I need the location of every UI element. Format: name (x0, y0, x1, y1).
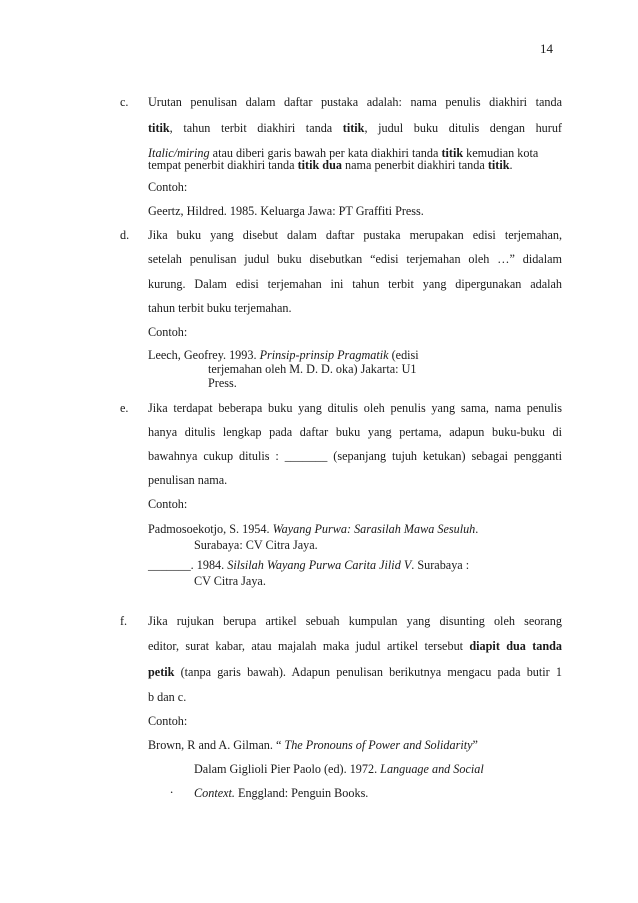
item-d-contoh: Contoh: (148, 325, 188, 339)
item-f-line-2: editor, surat kabar, atau majalah maka judul artikel tersebut diapit dua tanda (148, 639, 562, 653)
item-f-line-1: Jika rujukan berupa artikel sebuah kumpulan yang disunting oleh seorang (148, 614, 562, 628)
item-f-example-3: Context. Enggland: Penguin Books. (194, 786, 369, 800)
item-e-line-3: bawahnya cukup ditulis : _______ (sepanjang tujuh ketukan) sebagai pengganti (148, 449, 562, 463)
item-e-example-2: Surabaya: CV Citra Jaya. (194, 538, 318, 552)
item-f-example-2: Dalam Giglioli Pier Paolo (ed). 1972. Language and Social (194, 762, 484, 776)
item-f-line-3: petik (tanpa garis bawah). Adapun penulisan berikutnya mengacu pada butir 1 (148, 665, 562, 679)
item-c-line-4-text: tempat penerbit diakhiri tanda titik dua nama penerbit diakhiri tanda titik. (148, 158, 513, 172)
item-e-example-3: _______. 1984. Silsilah Wayang Purwa Carita Jilid V. Surabaya : (148, 558, 470, 572)
item-d-line-3: kurung. Dalam edisi terjemahan ini tahun terbit yang dipergunakan adalah (148, 277, 562, 291)
item-d-marker: d. (120, 228, 130, 242)
item-f-marker: f. (120, 614, 128, 628)
trailing-dot: . (170, 781, 174, 796)
item-d-example-2: terjemahan oleh M. D. D. oka) Jakarta: U1 (208, 362, 417, 376)
item-c-example: Geertz, Hildred. 1985. Keluarga Jawa: PT Graffiti Press. (148, 204, 424, 218)
item-d-line-4: tahun terbit buku terjemahan. (148, 301, 292, 315)
item-c-marker: c. (120, 95, 129, 109)
item-e-line-4: penulisan nama. (148, 473, 228, 487)
item-d-example-3: Press. (208, 376, 237, 390)
item-e-line-1: Jika terdapat beberapa buku yang ditulis oleh penulis yang sama, nama penulis (148, 401, 562, 415)
item-e-marker: e. (120, 401, 129, 415)
item-f-line-4: b dan c. (148, 690, 187, 704)
item-f-example-1: Brown, R and A. Gilman. “ The Pronouns of Power and Solidarity” (148, 738, 478, 752)
item-f-contoh: Contoh: (148, 714, 188, 728)
item-e-line-2: hanya ditulis lengkap pada daftar buku yang pertama, adapun buku-buku di (148, 425, 562, 439)
item-c-line-1: Urutan penulisan dalam daftar pustaka adalah: nama penulis diakhiri tanda (148, 95, 562, 109)
item-c-contoh: Contoh: (148, 180, 188, 194)
item-c-line-3: Italic/miring atau diberi garis bawah per kata diakhiri tanda titik kemudian kota (148, 146, 539, 160)
item-c-line-2: titik, tahun terbit diakhiri tanda titik, judul buku ditulis dengan huruf (148, 121, 562, 135)
item-e-example-1: Padmosoekotjo, S. 1954. Wayang Purwa: Sarasilah Mawa Sesuluh. (148, 522, 479, 536)
item-d-line-1: Jika buku yang disebut dalam daftar pustaka merupakan edisi terjemahan, (148, 228, 562, 242)
item-d-line-2: setelah penulisan judul buku disebutkan “edisi terjemahan oleh …” didalam (148, 252, 562, 266)
item-e-contoh: Contoh: (148, 497, 188, 511)
item-e-example-4: CV Citra Jaya. (194, 574, 266, 588)
page-number: 14 (540, 41, 553, 56)
item-d-example-1: Leech, Geofrey. 1993. Prinsip-prinsip Pragmatik (edisi (148, 348, 419, 362)
